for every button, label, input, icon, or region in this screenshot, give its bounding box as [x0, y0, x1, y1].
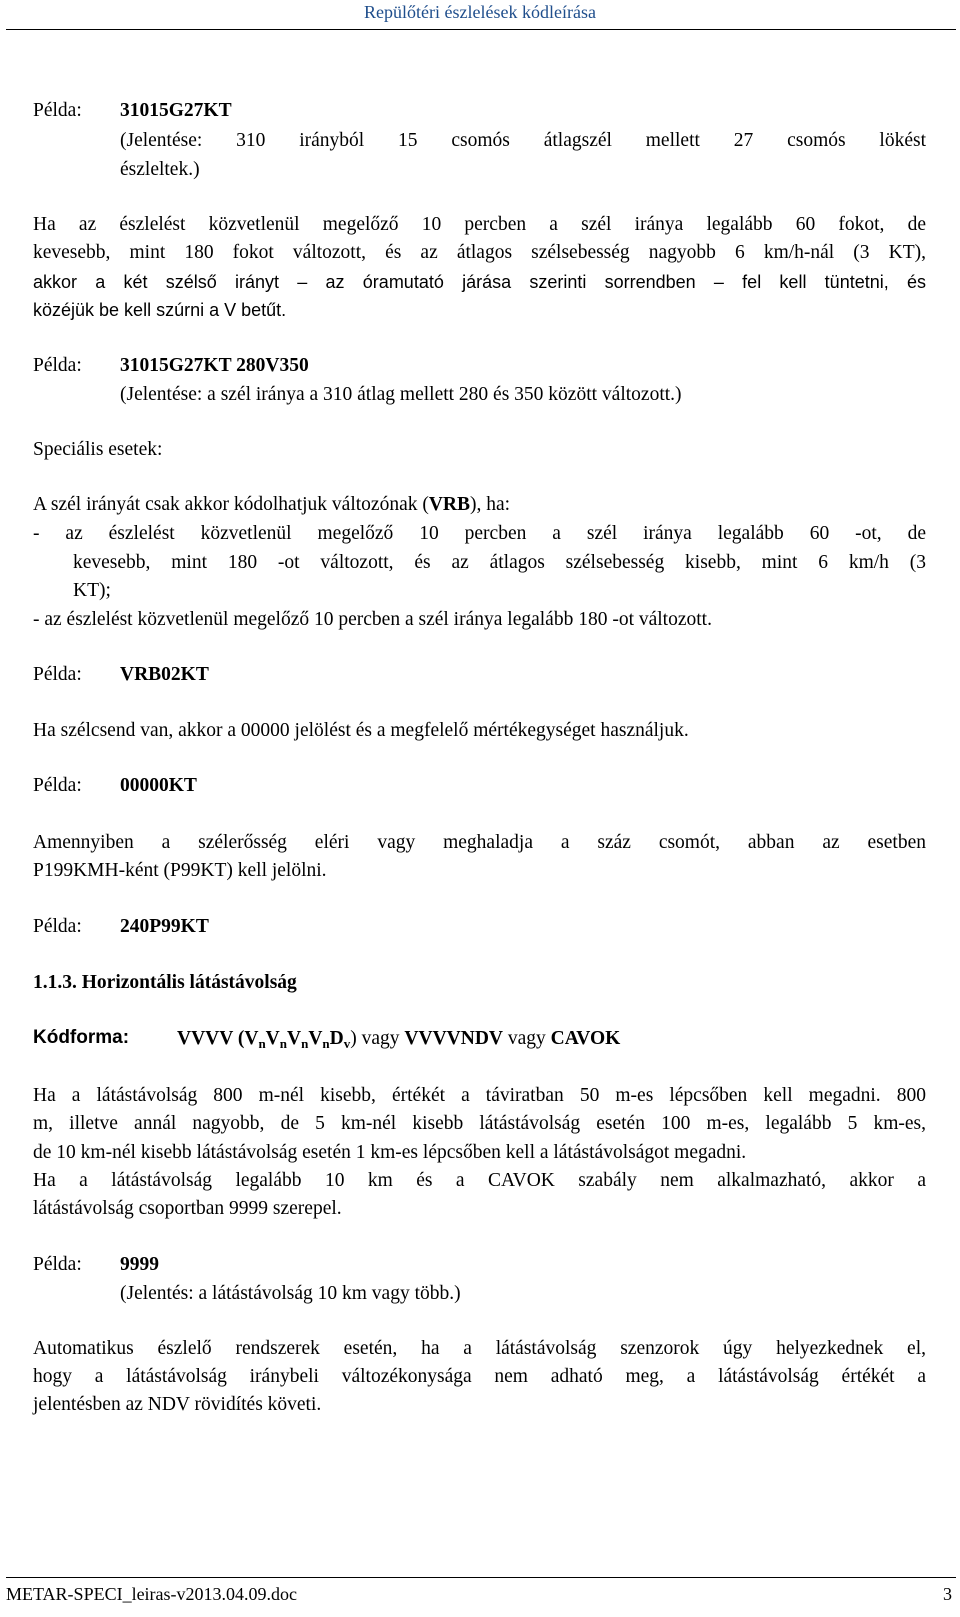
- paragraph-line: P199KMH-ként (P99KT) kell jelölni.: [33, 860, 327, 881]
- vrb-intro-pre: A szél irányát csak akkor kódolhatjuk változónak (: [33, 494, 429, 515]
- paragraph-line: közéjük be kell szúrni a V betűt.: [33, 300, 287, 320]
- example-explanation: (Jelentése: a szél iránya a 310 átlag mellett 280 és 350 között változott.): [120, 384, 682, 405]
- paragraph-line: de 10 km-nél kisebb látástávolság esetén 1 km-es lépcsőben kell a látástávolságot megadni.: [33, 1142, 747, 1163]
- example-code: VRB02KT: [120, 664, 209, 685]
- footer-divider: [6, 1577, 956, 1578]
- codeform-label: Kódforma:: [33, 1027, 130, 1048]
- codeform-sub: n: [258, 1036, 266, 1051]
- codeform-sub: n: [301, 1036, 309, 1051]
- codeform-close: ): [350, 1028, 357, 1049]
- special-cases-heading: Speciális esetek:: [33, 439, 163, 460]
- codeform-sub: n: [279, 1036, 287, 1051]
- paragraph-line: Ha az észlelést közvetlenül megelőző 10 percben a szél iránya legalább 60 fokot, de: [33, 214, 926, 235]
- paragraph-line: hogy a látástávolság iránybeli változékonysága nem adható meg, a látástávolság értékét a: [33, 1366, 926, 1387]
- bullet-item-cont: kevesebb, mint 180 -ot változott, és az átlagos szélsebesség kisebb, mint 6 km/h (3: [73, 552, 926, 573]
- example-label: Példa:: [33, 100, 82, 121]
- codeform-v: V: [287, 1028, 302, 1049]
- bullet-item-cont: KT);: [73, 580, 111, 601]
- codeform-d: D: [329, 1028, 344, 1049]
- codeform-or: vagy: [361, 1028, 400, 1049]
- footer-page-number: 3: [943, 1584, 952, 1604]
- codeform-pattern: [177, 1025, 620, 1058]
- example-label: Példa:: [33, 1254, 82, 1275]
- codeform-vvvv: VVVV (V: [177, 1028, 259, 1049]
- footer-document-name: METAR-SPECI_leiras-v2013.04.09.doc: [6, 1584, 298, 1604]
- example-code: 31015G27KT: [120, 100, 232, 121]
- paragraph-line: látástávolság csoportban 9999 szerepel.: [33, 1198, 342, 1219]
- codeform-or: vagy: [507, 1028, 546, 1049]
- codeform-vvvvndv: VVVVNDV: [404, 1028, 503, 1049]
- section-heading: [33, 969, 297, 997]
- bullet-item: - az észlelést közvetlenül megelőző 10 percben a szél iránya legalább 60 -ot, de: [33, 523, 926, 544]
- codeform-v: V: [265, 1028, 280, 1049]
- example-explanation-cont: észleltek.): [120, 159, 200, 180]
- page-header-title: Repülőtéri észlelések kódleírása: [364, 2, 596, 22]
- vrb-code: VRB: [428, 494, 471, 515]
- vrb-intro-post: ), ha:: [470, 494, 511, 515]
- codeform-sub: n: [322, 1036, 330, 1051]
- example-explanation: (Jelentés: a látástávolság 10 km vagy több.): [120, 1283, 461, 1304]
- paragraph-line: kevesebb, mint 180 fokot változott, és az átlagos szélsebesség nagyobb 6 km/h-nál (3 KT),: [33, 242, 926, 263]
- example-code: 00000KT: [120, 775, 197, 796]
- paragraph-line: jelentésben az NDV rövidítés követi.: [33, 1394, 322, 1415]
- example-code: 240P99KT: [120, 916, 209, 937]
- paragraph-line: Ha szélcsend van, akkor a 00000 jelölést és a megfelelő mértékegységet használjuk.: [33, 720, 689, 741]
- example-code: 9999: [120, 1254, 159, 1275]
- bullet-item: - az észlelést közvetlenül megelőző 10 percben a szél iránya legalább 180 -ot változott.: [33, 609, 712, 630]
- example-label: Példa:: [33, 775, 82, 796]
- paragraph-line: Ha a látástávolság legalább 10 km és a CAVOK szabály nem alkalmazható, akkor a: [33, 1170, 926, 1191]
- example-explanation: (Jelentése: 310 irányból 15 csomós átlagszél mellett 27 csomós lökést: [120, 130, 926, 151]
- paragraph-line: Automatikus észlelő rendszerek esetén, ha a látástávolság szenzorok úgy helyezkednek el,: [33, 1338, 926, 1359]
- paragraph-line: Amennyiben a szélerősség eléri vagy meghaladja a száz csomót, abban az esetben: [33, 832, 926, 853]
- paragraph-line: Ha a látástávolság 800 m-nél kisebb, értékét a táviratban 50 m-es lépcsőben kell megadni. 800: [33, 1085, 926, 1106]
- example-code: 31015G27KT 280V350: [120, 355, 309, 376]
- section-title: Horizontális látástávolság: [81, 972, 297, 993]
- example-label: Példa:: [33, 355, 82, 376]
- codeform-sub: v: [343, 1036, 351, 1051]
- section-number: 1.1.3.: [33, 972, 77, 993]
- paragraph-line: m, illetve annál nagyobb, de 5 km-nél kisebb látástávolság esetén 100 m-es, legalább 5 km-es,: [33, 1113, 926, 1134]
- example-label: Példa:: [33, 916, 82, 937]
- vrb-intro: [33, 491, 510, 519]
- header-divider: [6, 29, 956, 30]
- codeform-cavok: CAVOK: [550, 1028, 621, 1049]
- paragraph-line: akkor a két szélső irányt – az óramutató járása szerinti sorrendben – fel kell tüntetni, és: [33, 272, 926, 292]
- example-label: Példa:: [33, 664, 82, 685]
- codeform-v: V: [308, 1028, 323, 1049]
